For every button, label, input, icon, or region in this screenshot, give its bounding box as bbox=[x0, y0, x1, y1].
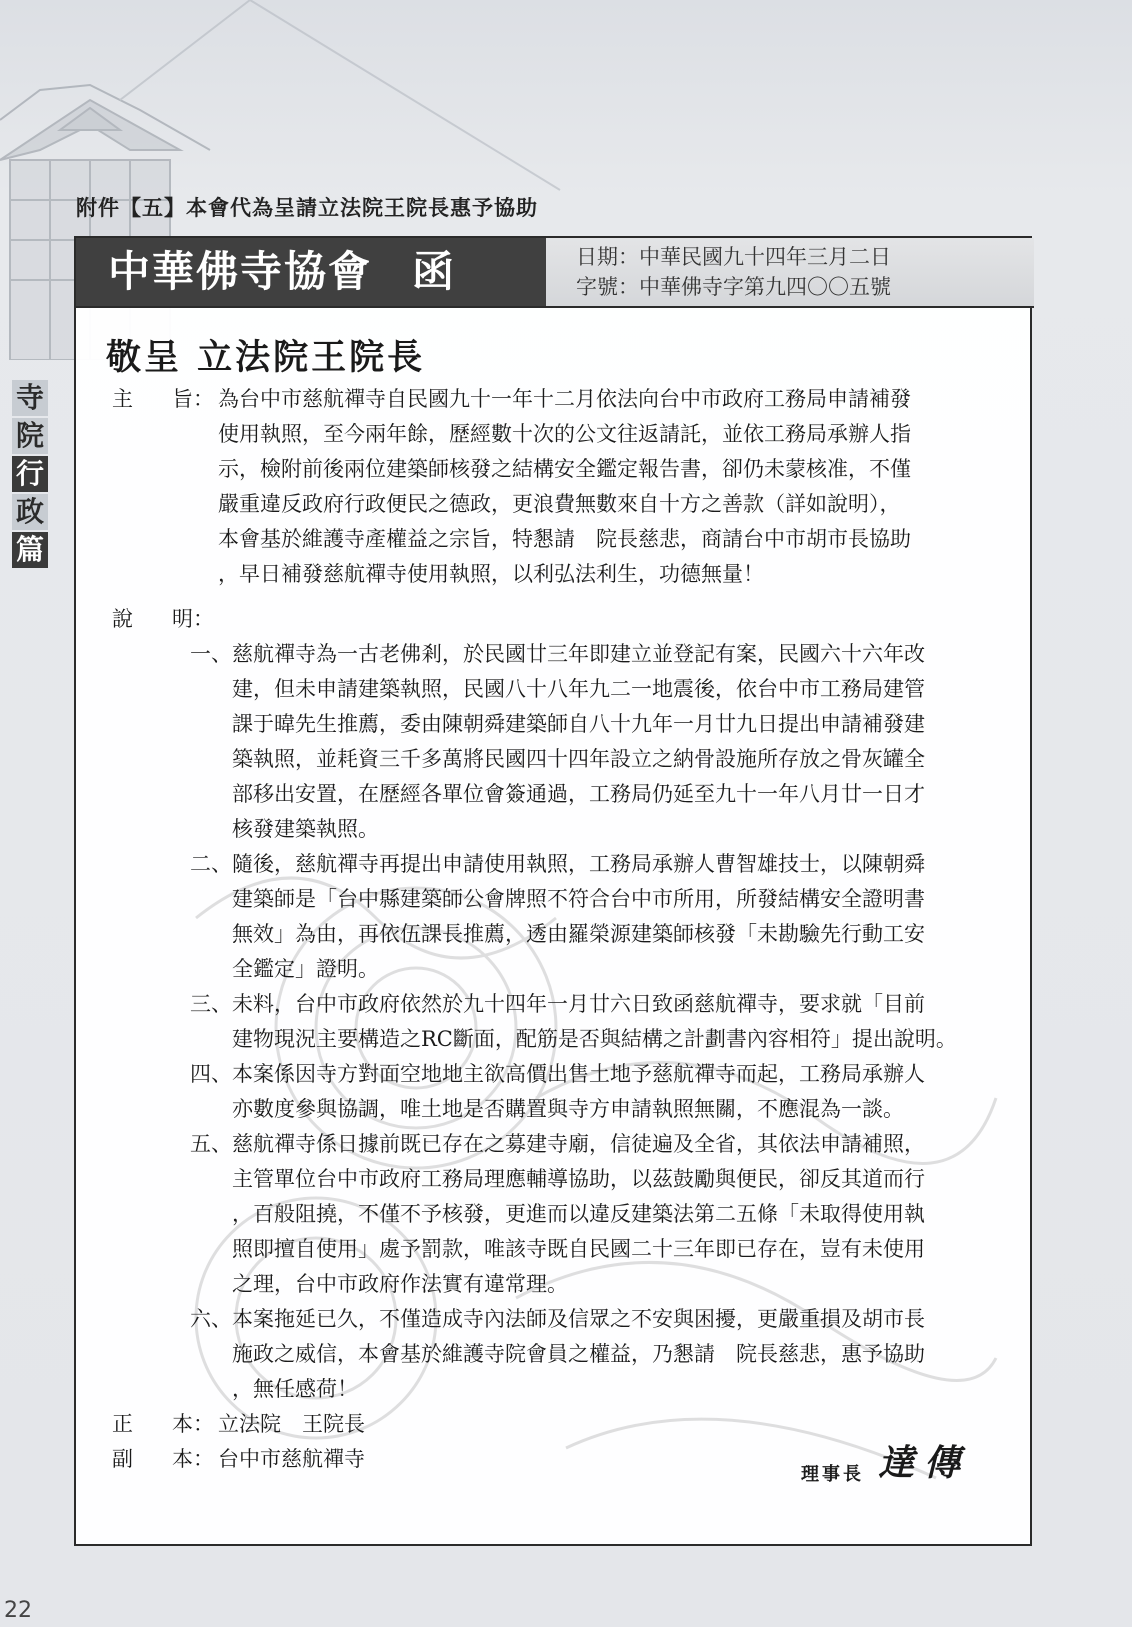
signer-title: 理事長 bbox=[800, 1464, 864, 1485]
explanation-item: 二、 隨後，慈航禪寺再提出申請使用執照，工務局承辦人曹智雄技士，以陳朝舜 建築師是「台中縣建築師公會牌照不符合台中市所用，所發結構安全證明書 無效」為由，再依伍課長推薦，透由羅榮源建築師核發「未勘驗先行動工安 全鑑定」證明。 bbox=[190, 852, 925, 981]
main-copy-recipient: 立法院 王院長 bbox=[218, 1412, 365, 1436]
attachment-heading: 附件【五】本會代為呈請立法院王院長惠予協助 bbox=[76, 195, 538, 220]
subject-section bbox=[106, 382, 1006, 592]
explanation-heading bbox=[106, 602, 1006, 637]
cc-recipient: 台中市慈航禪寺 bbox=[218, 1447, 365, 1471]
subject-label: 主 旨： bbox=[112, 387, 214, 411]
explanation-item: 六、 本案拖延已久，不僅造成寺內法師及信眾之不安與困擾，更嚴重損及胡市長 施政之威信，本會基於維護寺院會員之權益，乃懇請 院長慈悲，惠予協助 ，無任感荷！ bbox=[190, 1307, 925, 1401]
subject-line: 使用執照，至今兩年餘，歷經數十次的公文往返請託，並依工務局承辦人指 bbox=[218, 422, 911, 446]
explanation-item: 一、 慈航禪寺為一古老佛剎，於民國廿三年即建立並登記有案，民國六十六年改 建，但未申請建築執照，民國八十八年九二一地震後，依台中市工務局建管 課于暐先生推薦，委由陳朝舜建築師自八十九年一月廿九日提出申請補發建 築執照，並耗資三千多萬將民國四十四年設立之納骨設施所存放之骨灰罐全 部移出安置，在歷經各單位會簽通過，工務局仍延至九十一年八月廿一日才 核發建築執照。 bbox=[190, 642, 925, 841]
explanation-item: 五、 慈航禪寺係日據前既已存在之募建寺廟，信徒遍及全省，其依法申請補照， 主管單位台中市政府工務局理應輔導協助，以茲鼓勵與便民，卻反其道而行 ，百般阻撓，不僅不予核發，更進而以違反建築法第二五條「未取得使用執 照即擅自使用」處予罰款，唯該寺既自民國二十三年即已存在，豈有未使用 之理，台中市政府作法實有違常理。 bbox=[190, 1132, 925, 1296]
letter-body bbox=[106, 382, 1006, 1477]
letter-reference-number: 字號：中華佛寺字第九四〇〇五號 bbox=[576, 275, 891, 299]
letter-header bbox=[76, 238, 1034, 308]
subject-line: ，早日補發慈航禪寺使用執照，以利弘法利生，功德無量！ bbox=[218, 562, 764, 586]
signature-block bbox=[801, 1435, 970, 1486]
section-side-tab bbox=[12, 380, 48, 568]
subject-line: 本會基於維護寺產權益之宗旨，特懇請 院長慈悲，商請台中市胡市長協助 bbox=[218, 527, 911, 551]
letter-recipient: 敬呈 立法院王院長 bbox=[106, 337, 426, 378]
subject-line: 示，檢附前後兩位建築師核發之結構安全鑑定報告書，卻仍未蒙核准，不僅 bbox=[218, 457, 911, 481]
explanation-label: 說 明： bbox=[112, 607, 214, 631]
side-tab-char: 行 bbox=[12, 456, 48, 492]
side-tab-char: 院 bbox=[12, 418, 48, 454]
page-number: 22 bbox=[4, 1598, 32, 1623]
letter-date: 日期：中華民國九十四年三月二日 bbox=[576, 245, 891, 269]
subject-line: 為台中市慈航禪寺自民國九十一年十二月依法向台中市政府工務局申請補發 bbox=[218, 387, 911, 411]
cc-label: 副 本： bbox=[112, 1447, 214, 1471]
side-tab-char: 寺 bbox=[12, 380, 48, 416]
side-tab-char: 政 bbox=[12, 494, 48, 530]
document-type: 函 bbox=[412, 247, 457, 296]
subject-line: 嚴重違反政府行政便民之德政，更浪費無數來自十方之善款（詳如說明）， bbox=[218, 492, 901, 516]
signer-name: 達傳 bbox=[877, 1442, 970, 1484]
explanation-item: 四、 本案係因寺方對面空地地主欲高價出售土地予慈航禪寺而起，工務局承辦人 亦數度參與協調，唯土地是否購置與寺方申請執照無關，不應混為一談。 bbox=[190, 1062, 925, 1121]
explanation-item: 三、 未料，台中市政府依然於九十四年一月廿六日致函慈航禪寺，要求就「目前 建物現況主要構造之RC斷面，配筋是否與結構之計劃書內容相符」提出說明。 bbox=[190, 992, 957, 1051]
letter-meta bbox=[576, 242, 891, 302]
side-tab-char: 篇 bbox=[12, 532, 48, 568]
main-copy-label: 正 本： bbox=[112, 1412, 214, 1436]
letter-frame bbox=[74, 236, 1032, 1546]
organization-name: 中華佛寺協會 bbox=[108, 247, 373, 296]
organization-banner bbox=[76, 238, 546, 306]
